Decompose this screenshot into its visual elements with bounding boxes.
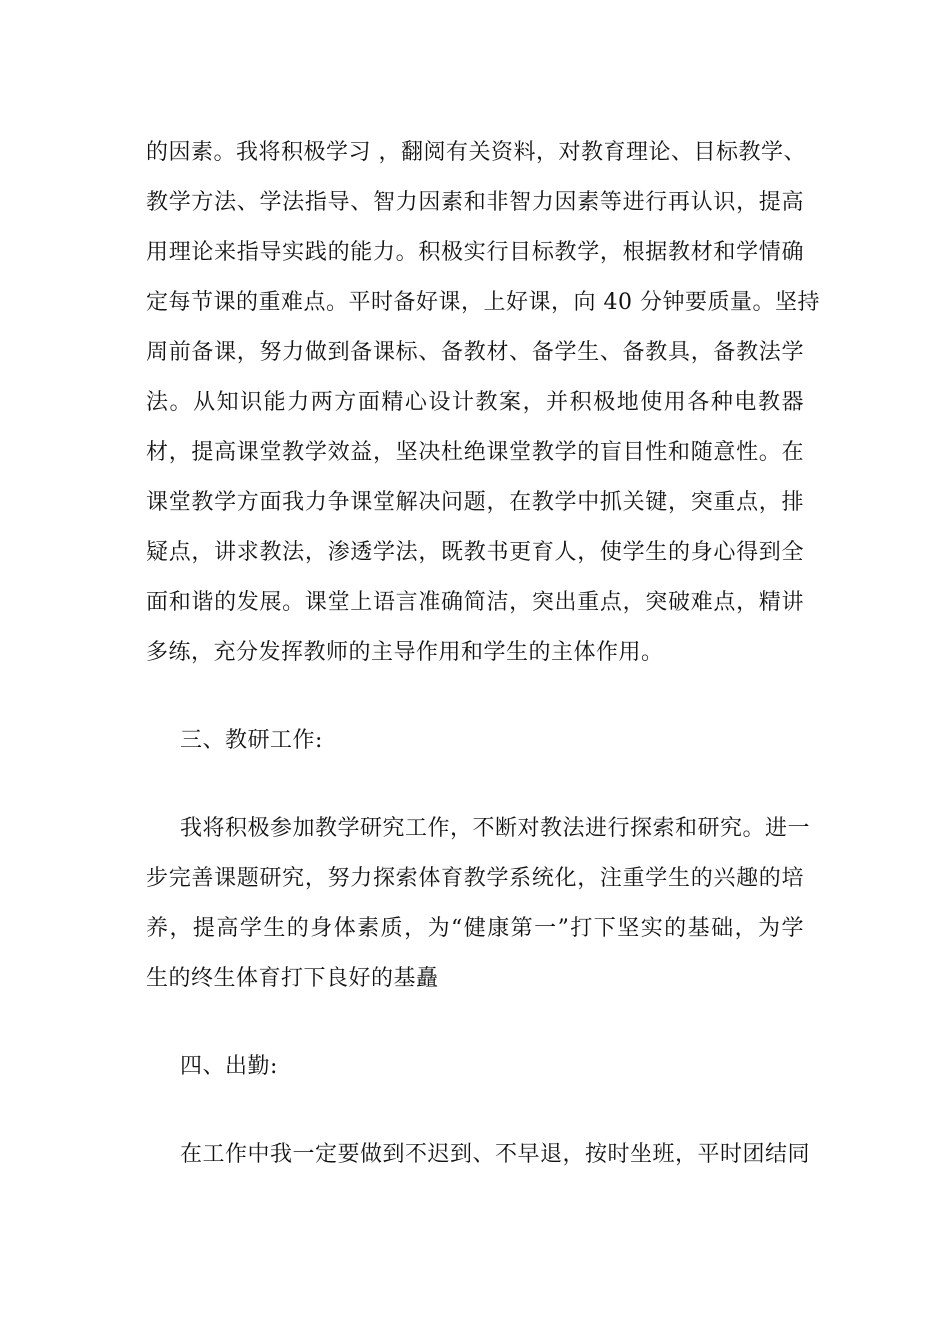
document-body xyxy=(146,128,820,1180)
text-line: 在工作中我一定要做到不迟到、不早退，按时坐班，平时团结同 xyxy=(180,1142,811,1167)
section-heading-attendance xyxy=(146,1042,804,1092)
section-heading-research xyxy=(146,716,804,766)
text-line: 教学方法、学法指导、智力因素和非智力因素等进行再认识，提高 xyxy=(146,190,804,215)
text-line: 面和谐的发展。课堂上语言准确简洁，突出重点，突破难点，精讲 xyxy=(146,590,804,615)
text-line: 周前备课，努力做到备课标、备教材、备学生、备教具，备教法学 xyxy=(146,340,804,365)
paragraph-attendance xyxy=(146,1130,811,1180)
text-line: 法。从知识能力两方面精心设计教案，并积极地使用各种电教器 xyxy=(146,390,804,415)
text-line: 定每节课的重难点。平时备好课，上好课，向 40 分钟要质量。坚持 xyxy=(146,290,820,315)
text-line: 用理论来指导实践的能力。积极实行目标教学，根据教材和学情确 xyxy=(146,240,804,265)
text-line: 步完善课题研究，努力探索体育教学系统化，注重学生的兴趣的培 xyxy=(146,866,804,891)
text-line: 课堂教学方面我力争课堂解决问题，在教学中抓关键，突重点，排 xyxy=(146,490,804,515)
paragraph-teaching xyxy=(146,128,820,678)
text-line: 材，提高课堂教学效益，坚决杜绝课堂教学的盲目性和随意性。在 xyxy=(146,440,804,465)
text-line: 养，提高学生的身体素质，为“健康第一”打下坚实的基础，为学 xyxy=(146,916,804,941)
heading-text: 四、出勤: xyxy=(180,1054,278,1079)
text-line: 疑点，讲求教法，渗透学法，既教书更育人，使学生的身心得到全 xyxy=(146,540,804,565)
paragraph-research xyxy=(146,804,811,1004)
text-line: 的因素。我将积极学习 ，翻阅有关资料，对教育理论、目标教学、 xyxy=(146,140,806,165)
text-line: 多练，充分发挥教师的主导作用和学生的主体作用。 xyxy=(146,640,664,665)
text-line: 生的终生体育打下良好的基矗 xyxy=(146,966,439,991)
heading-text: 三、教研工作: xyxy=(180,728,323,753)
text-line: 我将积极参加教学研究工作，不断对教法进行探索和研究。进一 xyxy=(180,816,811,841)
